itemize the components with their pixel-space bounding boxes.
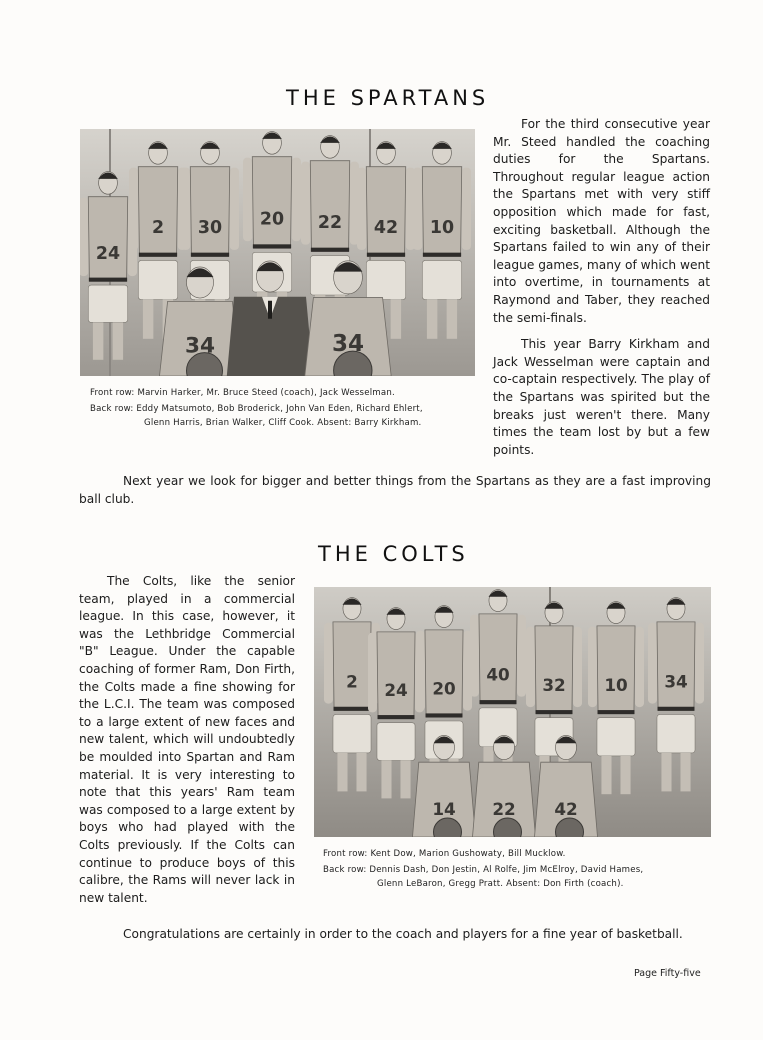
- spartans-paragraph-2: This year Barry Kirkham and Jack Wesselman were captain and co-captain respectively. The play of the Spartans was spirited but the breaks just weren't there. Many times the team lost by but a few points.: [493, 337, 710, 457]
- jersey-number: 10: [604, 674, 628, 695]
- spartans-title: THE SPARTANS: [286, 86, 490, 110]
- colts-text-column: [79, 573, 295, 907]
- jersey-number: 34: [331, 331, 365, 358]
- jersey-number: 20: [259, 209, 285, 230]
- jersey-number: 22: [317, 212, 343, 233]
- jersey-number: 10: [429, 218, 455, 239]
- colts-caption-back-cont: Glenn LeBaron, Gregg Pratt. Absent: Don Firth (coach).: [377, 878, 624, 889]
- spartans-paragraph-3: Next year we look for bigger and better things from the Spartans as they are a fast improving ball club.: [79, 474, 711, 506]
- page-number: Page Fifty-five: [634, 968, 701, 979]
- jersey-number: 40: [486, 664, 510, 685]
- colts-title: THE COLTS: [318, 542, 469, 566]
- jersey-number: 34: [184, 333, 216, 359]
- jersey-number: 42: [373, 218, 399, 239]
- spartans-team-photo: [80, 129, 475, 376]
- spartans-paragraph-1: For the third consecutive year Mr. Steed handled the coaching duties for the Spartans. Throughout regular league action the Spartans met with very stiff opposition which made for fast, exciting basketball. Although the Spartans failed to win any of their league games, many of which went into overtime, in tournaments at Raymond and Taber, they reached the semi-finals.: [493, 117, 710, 325]
- jersey-number: 2: [346, 671, 358, 692]
- jersey-number: 32: [542, 674, 566, 695]
- jersey-number: 22: [492, 799, 516, 819]
- jersey-number: 14: [432, 799, 456, 819]
- spartans-caption-back: Back row: Eddy Matsumoto, Bob Broderick, John Van Eden, Richard Ehlert,: [90, 404, 423, 415]
- colts-caption: [323, 848, 643, 891]
- colts-caption-back: Back row: Dennis Dash, Don Jestin, Al Rolfe, Jim McElroy, David Hames,: [323, 865, 644, 876]
- spartans-text-column: [493, 116, 710, 459]
- colts-paragraph-1: The Colts, like the senior team, played in a commercial league. In this case, however, it was the Lethbridge Commercial "B" League. Under the capable coaching of former Ram, Don Firth, the Colts made a fine showing for the L.C.I. The team was composed to a large extent of new faces and new talent, which will undoubtedly be moulded into Spartan and Ram material. It is very interesting to note that this years' Ram team was composed to a large extent by boys who had played with the Colts previously. If the Colts can continue to produce boys of this calibre, the Rams will never lack in new talent.: [79, 574, 295, 905]
- colts-team-photo: [314, 587, 711, 837]
- jersey-number: 24: [384, 680, 408, 701]
- jersey-number: 34: [664, 671, 688, 692]
- jersey-number: 24: [95, 243, 121, 264]
- jersey-number: 2: [151, 218, 165, 239]
- jersey-number: 30: [197, 218, 223, 239]
- spartans-caption: [90, 387, 423, 430]
- spartans-caption-back-cont: Glenn Harris, Brian Walker, Cliff Cook. Absent: Barry Kirkham.: [144, 417, 422, 428]
- colts-paragraph-2: Congratulations are certainly in order to the coach and players for a fine year of basketball.: [123, 927, 683, 941]
- jersey-number: 42: [554, 799, 578, 819]
- spartans-caption-front: Front row: Marvin Harker, Mr. Bruce Steed (coach), Jack Wesselman.: [90, 388, 395, 398]
- colts-caption-front: Front row: Kent Dow, Marion Gushowaty, Bill Mucklow.: [323, 849, 566, 859]
- jersey-number: 20: [432, 678, 456, 699]
